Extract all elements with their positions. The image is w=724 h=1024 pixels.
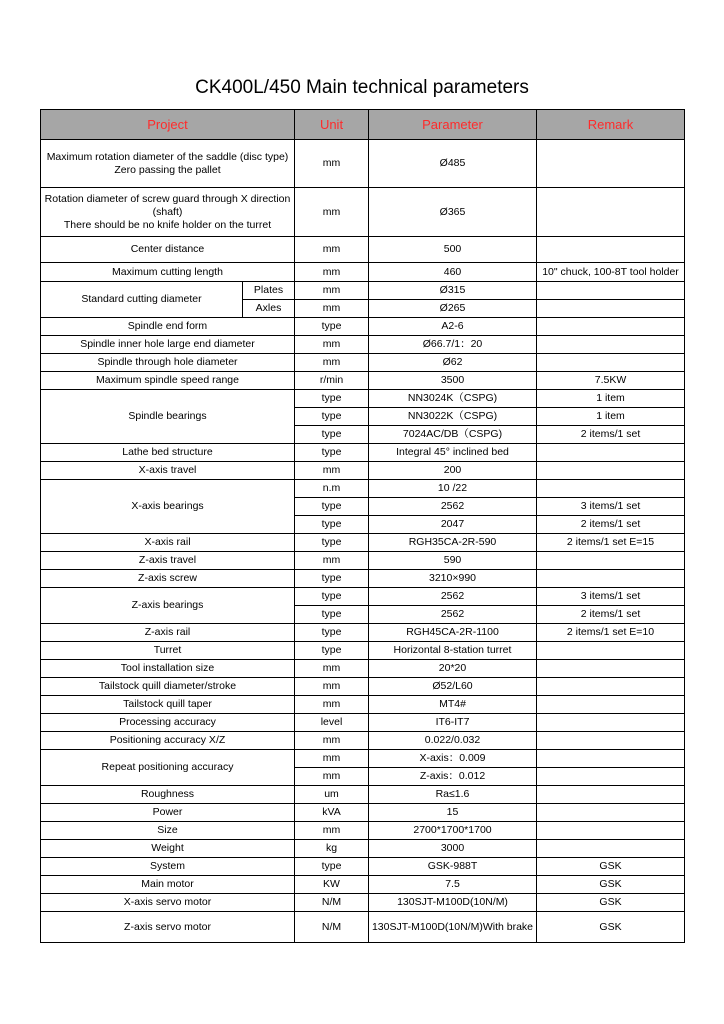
unit-cell: mm [295, 732, 369, 750]
parameter-cell: 2562 [369, 606, 537, 624]
project-cell: Tailstock quill diameter/stroke [41, 678, 295, 696]
remark-cell: 2 items/1 set E=10 [537, 624, 685, 642]
parameter-cell: Ø485 [369, 140, 537, 188]
unit-cell: type [295, 390, 369, 408]
parameter-cell: 200 [369, 462, 537, 480]
remark-cell: GSK [537, 858, 685, 876]
unit-cell: mm [295, 552, 369, 570]
remark-cell [537, 714, 685, 732]
remark-cell [537, 696, 685, 714]
table-row [41, 912, 685, 943]
table-row [41, 480, 685, 498]
unit-cell: um [295, 786, 369, 804]
table-row [41, 462, 685, 480]
header-parameter: Parameter [369, 110, 537, 140]
project-cell [41, 188, 295, 237]
remark-cell: 3 items/1 set [537, 588, 685, 606]
parameter-cell: Z-axis：0.012 [369, 768, 537, 786]
parameter-cell: Ø315 [369, 282, 537, 300]
page-title: CK400L/450 Main technical parameters [195, 77, 529, 98]
parameter-cell: 130SJT-M100D(10N/M)With brake [369, 912, 537, 943]
unit-cell: type [295, 570, 369, 588]
table-row [41, 624, 685, 642]
remark-cell [537, 282, 685, 300]
remark-cell [537, 768, 685, 786]
remark-cell: 2 items/1 set [537, 606, 685, 624]
parameter-cell: Ø365 [369, 188, 537, 237]
table-row [41, 570, 685, 588]
project-cell: Standard cutting diameter [41, 282, 243, 318]
project-cell: Z-axis travel [41, 552, 295, 570]
project-cell: X-axis rail [41, 534, 295, 552]
unit-cell: mm [295, 660, 369, 678]
unit-cell: mm [295, 188, 369, 237]
table-row [41, 750, 685, 768]
project-cell: Z-axis servo motor [41, 912, 295, 943]
project-cell: Tool installation size [41, 660, 295, 678]
table-row [41, 714, 685, 732]
unit-cell: N/M [295, 912, 369, 943]
parameter-cell: 20*20 [369, 660, 537, 678]
unit-cell: type [295, 444, 369, 462]
unit-cell: type [295, 588, 369, 606]
table-row [41, 894, 685, 912]
project-cell [41, 140, 295, 188]
remark-cell: 2 items/1 set [537, 426, 685, 444]
remark-cell: GSK [537, 876, 685, 894]
table-row [41, 786, 685, 804]
parameter-cell: A2-6 [369, 318, 537, 336]
unit-cell: mm [295, 237, 369, 263]
spec-table [40, 109, 685, 943]
parameter-cell: RGH45CA-2R-1100 [369, 624, 537, 642]
remark-cell: GSK [537, 912, 685, 943]
table-row [41, 660, 685, 678]
unit-cell: type [295, 606, 369, 624]
project-cell: Processing accuracy [41, 714, 295, 732]
project-cell: Weight [41, 840, 295, 858]
parameter-cell: 3500 [369, 372, 537, 390]
parameter-cell: MT4# [369, 696, 537, 714]
remark-cell [537, 552, 685, 570]
table-row [41, 444, 685, 462]
remark-cell [537, 570, 685, 588]
header-unit: Unit [295, 110, 369, 140]
unit-cell: type [295, 426, 369, 444]
unit-cell: r/min [295, 372, 369, 390]
remark-cell [537, 840, 685, 858]
header-row [41, 110, 685, 140]
project-cell: Size [41, 822, 295, 840]
parameter-cell: 10 /22 [369, 480, 537, 498]
parameter-cell: RGH35CA-2R-590 [369, 534, 537, 552]
project-cell: Power [41, 804, 295, 822]
unit-cell: mm [295, 354, 369, 372]
parameter-cell: Horizontal 8-station turret [369, 642, 537, 660]
table-row [41, 840, 685, 858]
unit-cell: kg [295, 840, 369, 858]
table-row [41, 318, 685, 336]
unit-cell: mm [295, 462, 369, 480]
parameter-cell: 7024AC/DB（CSPG) [369, 426, 537, 444]
unit-cell: mm [295, 678, 369, 696]
unit-cell: mm [295, 768, 369, 786]
table-row [41, 678, 685, 696]
remark-cell [537, 804, 685, 822]
project-cell: Z-axis rail [41, 624, 295, 642]
project-cell: Positioning accuracy X/Z [41, 732, 295, 750]
remark-cell [537, 786, 685, 804]
remark-cell [537, 140, 685, 188]
unit-cell: type [295, 498, 369, 516]
unit-cell: n.m [295, 480, 369, 498]
parameter-cell: 2047 [369, 516, 537, 534]
unit-cell: mm [295, 696, 369, 714]
parameter-cell: 500 [369, 237, 537, 263]
remark-cell: 10" chuck, 100-8T tool holder [537, 263, 685, 282]
remark-cell: 2 items/1 set E=15 [537, 534, 685, 552]
remark-cell [537, 188, 685, 237]
project-cell: Z-axis screw [41, 570, 295, 588]
project-cell: Spindle inner hole large end diameter [41, 336, 295, 354]
remark-cell [537, 660, 685, 678]
project-cell: Roughness [41, 786, 295, 804]
parameter-cell: 0.022/0.032 [369, 732, 537, 750]
table-row [41, 372, 685, 390]
unit-cell: kVA [295, 804, 369, 822]
project-cell: X-axis bearings [41, 480, 295, 534]
subitem-cell: Plates [243, 282, 295, 300]
header-project: Project [41, 110, 295, 140]
table-row [41, 336, 685, 354]
parameter-cell: Ø52/L60 [369, 678, 537, 696]
table-row [41, 876, 685, 894]
unit-cell: mm [295, 750, 369, 768]
table-row [41, 696, 685, 714]
table-row [41, 588, 685, 606]
table-row [41, 188, 685, 237]
parameter-cell: GSK-988T [369, 858, 537, 876]
table-row [41, 552, 685, 570]
unit-cell: mm [295, 822, 369, 840]
remark-cell [537, 822, 685, 840]
table-row [41, 282, 685, 300]
remark-cell [537, 318, 685, 336]
project-text: Maximum rotation diameter of the saddle (disc type) Zero passing the pallet [46, 150, 289, 176]
unit-cell: mm [295, 336, 369, 354]
parameter-cell: 590 [369, 552, 537, 570]
remark-cell [537, 732, 685, 750]
project-cell: Tailstock quill taper [41, 696, 295, 714]
project-cell: X-axis servo motor [41, 894, 295, 912]
unit-cell: mm [295, 282, 369, 300]
unit-cell: type [295, 516, 369, 534]
unit-cell: KW [295, 876, 369, 894]
remark-cell [537, 336, 685, 354]
table-row [41, 263, 685, 282]
table-row [41, 354, 685, 372]
remark-cell: 7.5KW [537, 372, 685, 390]
table-row [41, 732, 685, 750]
project-cell: Turret [41, 642, 295, 660]
project-cell: Maximum cutting length [41, 263, 295, 282]
table-row [41, 534, 685, 552]
parameter-cell: Ø62 [369, 354, 537, 372]
unit-cell: mm [295, 300, 369, 318]
parameter-cell: 15 [369, 804, 537, 822]
parameter-cell: 7.5 [369, 876, 537, 894]
remark-cell: GSK [537, 894, 685, 912]
parameter-cell: Ø66.7/1：20 [369, 336, 537, 354]
unit-cell: mm [295, 140, 369, 188]
unit-cell: type [295, 408, 369, 426]
unit-cell: mm [295, 263, 369, 282]
unit-cell: level [295, 714, 369, 732]
remark-cell [537, 444, 685, 462]
parameter-cell: NN3024K（CSPG) [369, 390, 537, 408]
parameter-cell: NN3022K（CSPG) [369, 408, 537, 426]
project-cell: X-axis travel [41, 462, 295, 480]
table-row [41, 642, 685, 660]
parameter-cell: 3210×990 [369, 570, 537, 588]
parameter-cell: 2562 [369, 588, 537, 606]
table-row [41, 822, 685, 840]
parameter-cell: 460 [369, 263, 537, 282]
project-cell: Center distance [41, 237, 295, 263]
project-cell: System [41, 858, 295, 876]
remark-cell: 1 item [537, 408, 685, 426]
unit-cell: type [295, 624, 369, 642]
parameter-cell: Integral 45° inclined bed [369, 444, 537, 462]
parameter-cell: Ø265 [369, 300, 537, 318]
parameter-cell: 3000 [369, 840, 537, 858]
subitem-cell: Axles [243, 300, 295, 318]
remark-cell: 2 items/1 set [537, 516, 685, 534]
remark-cell: 3 items/1 set [537, 498, 685, 516]
table-row [41, 804, 685, 822]
remark-cell [537, 354, 685, 372]
parameter-cell: X-axis：0.009 [369, 750, 537, 768]
unit-cell: N/M [295, 894, 369, 912]
unit-cell: type [295, 534, 369, 552]
project-cell: Maximum spindle speed range [41, 372, 295, 390]
parameter-cell: 2562 [369, 498, 537, 516]
table-row [41, 390, 685, 408]
unit-cell: type [295, 858, 369, 876]
unit-cell: type [295, 318, 369, 336]
remark-cell [537, 678, 685, 696]
remark-cell: 1 item [537, 390, 685, 408]
project-cell: Repeat positioning accuracy [41, 750, 295, 786]
remark-cell [537, 750, 685, 768]
parameter-cell: Ra≤1.6 [369, 786, 537, 804]
table-row [41, 140, 685, 188]
project-cell: Spindle end form [41, 318, 295, 336]
project-text: Rotation diameter of screw guard through X direction (shaft) There should be no knife holder on the turret [44, 192, 291, 231]
remark-cell [537, 480, 685, 498]
parameter-cell: IT6-IT7 [369, 714, 537, 732]
remark-cell [537, 462, 685, 480]
remark-cell [537, 642, 685, 660]
parameter-cell: 130SJT-M100D(10N/M) [369, 894, 537, 912]
parameter-cell: 2700*1700*1700 [369, 822, 537, 840]
project-cell: Spindle bearings [41, 390, 295, 444]
header-remark: Remark [537, 110, 685, 140]
project-cell: Spindle through hole diameter [41, 354, 295, 372]
project-cell: Z-axis bearings [41, 588, 295, 624]
remark-cell [537, 237, 685, 263]
table-row [41, 858, 685, 876]
remark-cell [537, 300, 685, 318]
project-cell: Main motor [41, 876, 295, 894]
table-row [41, 237, 685, 263]
unit-cell: type [295, 642, 369, 660]
project-cell: Lathe bed structure [41, 444, 295, 462]
